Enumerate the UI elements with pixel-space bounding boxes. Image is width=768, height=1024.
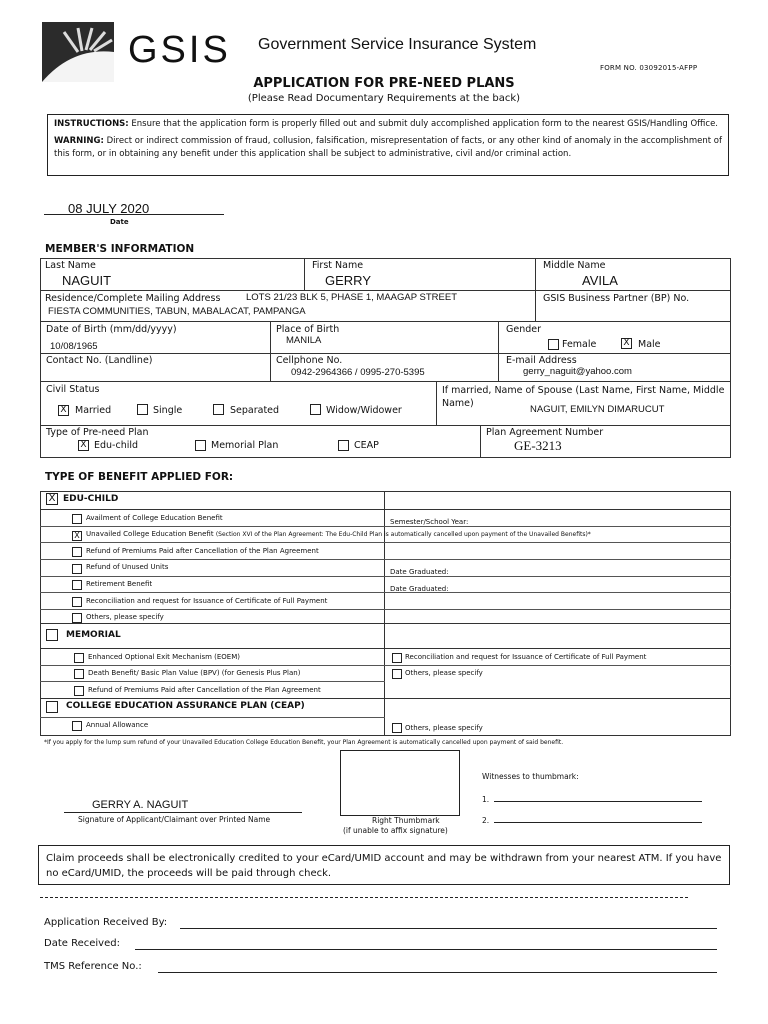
educhild-benefit-checkbox[interactable]: X [46,493,58,505]
warning-text: Direct or indirect commission of fraud, collusion, falsification, misrepresentation of facts, or any other kind of anomaly in the accomplishment of this form, or in obtaining any benefit under this application shall be subject to administrative, civil and/or criminal action. [54,136,722,159]
divider [40,648,731,649]
memorial-benefit-checkbox[interactable] [46,629,58,641]
male-checkbox[interactable]: X [621,338,632,349]
first-name-label: First Name [312,260,364,271]
middle-name-label: Middle Name [543,260,606,271]
educhild-plan-checkbox[interactable]: X [78,440,89,451]
witness-label: Witnesses to thumbmark: [482,772,579,781]
educhild-benefit-title: EDU-CHILD [63,494,119,504]
received-by-field[interactable] [180,928,717,929]
separated-label: Separated [230,405,280,416]
date-graduated-label-1: Date Graduated: [390,568,449,576]
ceap-others-label: Others, please specify [405,724,483,732]
ec-refund-units-checkbox[interactable] [72,564,82,574]
pob-value: MANILA [286,335,322,346]
thumbmark-sublabel: (if unable to affix signature) [343,826,448,835]
memorial-plan-label: Memorial Plan [211,440,279,451]
married-label: Married [75,405,112,416]
educhild-plan-label: Edu-child [94,440,139,451]
email-value: gerry_naguit@yahoo.com [523,366,632,377]
ec-refund-premiums-checkbox[interactable] [72,547,82,557]
signature-line [64,812,302,813]
civil-status-label: Civil Status [46,384,100,395]
divider [40,592,731,593]
memorial-right-block [384,623,731,699]
bp-number-label: GSIS Business Partner (BP) No. [543,293,690,304]
ec-others-label: Others, please specify [86,613,164,621]
plan-type-label: Type of Pre-need Plan [46,427,149,438]
last-name-value: NAGUIT [62,273,112,288]
ec-retirement-checkbox[interactable] [72,580,82,590]
cellphone-label: Cellphone No. [276,355,343,366]
semester-label: Semester/School Year: [390,518,469,526]
applicant-printed-name: GERRY A. NAGUIT [92,799,189,811]
ec-others-checkbox[interactable] [72,613,82,623]
widow-checkbox[interactable] [310,404,321,415]
female-label: Female [562,339,597,350]
ec-reconciliation-checkbox[interactable] [72,597,82,607]
benefit-section-title: TYPE OF BENEFIT APPLIED FOR: [45,471,234,483]
date-line [44,214,224,215]
ec-retirement-label: Retirement Benefit [86,580,153,588]
ec-unavailed-checkbox[interactable]: X [72,531,82,541]
address-line-1: LOTS 21/23 BLK 5, PHASE 1, MAAGAP STREET [246,292,458,303]
ec-availment-label: Availment of College Education Benefit [86,514,223,522]
single-label: Single [153,405,183,416]
dob-value: 10/08/1965 [50,341,98,352]
ec-unavailed-label: Unavailed College Education Benefit (Section XVI of the Plan Agreement: The Edu-Child Plan is automatically cancelled upon payment of the Unavailed Benefits)* [86,530,591,538]
tms-reference-label: TMS Reference No.: [44,961,142,972]
gender-label: Gender [506,324,542,335]
witness-2-number: 2. [482,816,490,825]
mem-eoem-label: Enhanced Optional Exit Mechanism (EOEM) [88,653,240,661]
divider [40,665,731,666]
mem-reconciliation-label: Reconciliation and request for Issuance of Certificate of Full Payment [405,653,647,661]
ec-reconciliation-label: Reconciliation and request for Issuance of Certificate of Full Payment [86,597,328,605]
logo-wordmark: GSIS [128,29,231,71]
divider [40,576,731,577]
divider [40,681,385,682]
date-received-field[interactable] [135,949,717,950]
date-value[interactable]: 08 JULY 2020 [68,201,150,216]
signature-label: Signature of Applicant/Claimant over Printed Name [78,815,271,824]
form-number: FORM NO. 03092015-AFPP [600,64,698,72]
last-name-label: Last Name [45,260,96,271]
ec-unavailed-note: (Section XVI of the Plan Agreement: The Edu-Child Plan is automatically cancelled upon payment of the Unavailed Benefits)* [215,531,591,538]
gsis-logo [42,22,114,82]
mem-eoem-checkbox[interactable] [74,653,84,663]
address-line-2: FIESTA COMMUNITIES, TABUN, MABALACAT, PAMPANGA [48,306,306,317]
separated-checkbox[interactable] [213,404,224,415]
ceap-benefit-title: COLLEGE EDUCATION ASSURANCE PLAN (CEAP) [66,701,305,711]
instructions-label: INSTRUCTIONS: [54,119,129,129]
separator-line [40,897,688,898]
member-info-title: MEMBER'S INFORMATION [45,243,195,255]
dob-label: Date of Birth (mm/dd/yyyy) [46,324,177,335]
cellphone-value: 0942-2964366 / 0995-270-5395 [291,367,425,378]
received-by-label: Application Received By: [44,917,168,928]
ceap-plan-label: CEAP [354,440,379,451]
mem-reconciliation-checkbox[interactable] [392,653,402,663]
ec-refund-premiums-label: Refund of Premiums Paid after Cancellation of the Plan Agreement [86,547,319,555]
date-label: Date [110,218,129,226]
witness-1-line[interactable] [494,801,702,802]
instructions-text: Ensure that the application form is properly filled out and submit duly accomplished application form to the nearest GSIS/Handling Office. [131,119,719,129]
mem-death-benefit-label: Death Benefit/ Basic Plan Value (BPV) (for Genesis Plus Plan) [88,669,301,677]
divider [40,509,731,510]
date-graduated-label-2: Date Graduated: [390,585,449,593]
thumbmark-label: Right Thumbmark [372,816,440,825]
mem-others-checkbox[interactable] [392,669,402,679]
ec-availment-checkbox[interactable] [72,514,82,524]
middle-name-value: AVILA [582,273,618,288]
ceap-benefit-checkbox[interactable] [46,701,58,713]
mem-others-label: Others, please specify [405,669,483,677]
pob-label: Place of Birth [276,324,340,335]
instructions-box [47,114,729,176]
ec-refund-units-label: Refund of Unused Units [86,563,169,571]
educhild-right-block [384,491,731,624]
mem-refund-premiums-label: Refund of Premiums Paid after Cancellation of the Plan Agreement [88,686,321,694]
benefit-footnote: *If you apply for the lump sum refund of your Unavailed Education College Education Benefit, your Plan Agreement is automatically cancelled upon payment of said benefit. [44,739,564,746]
landline-label: Contact No. (Landline) [46,355,153,366]
tms-reference-field[interactable] [158,972,717,973]
plan-number-label: Plan Agreement Number [486,427,604,438]
divider [40,609,731,610]
thumbmark-box[interactable] [340,750,460,816]
civil-status-cell [40,381,437,426]
warning-label: WARNING: [54,136,104,146]
plan-number-value: GE-3213 [514,438,562,453]
divider [40,542,731,543]
divider [40,559,731,560]
mem-refund-premiums-checkbox[interactable] [74,686,84,696]
ceap-annual-label: Annual Allowance [86,721,149,729]
spouse-label: If married, Name of Spouse (Last Name, First Name, Middle Name) [442,385,725,409]
married-checkbox[interactable]: X [58,405,69,416]
mem-death-benefit-checkbox[interactable] [74,669,84,679]
witness-2-line[interactable] [494,822,702,823]
form-title: APPLICATION FOR PRE-NEED PLANS [253,76,515,91]
male-label: Male [638,339,661,350]
memorial-plan-checkbox[interactable] [195,440,206,451]
first-name-value: GERRY [325,273,371,288]
address-label: Residence/Complete Mailing Address [45,293,221,304]
org-name: Government Service Insurance System [258,36,537,53]
divider [40,717,385,718]
ceap-plan-checkbox[interactable] [338,440,349,451]
email-label: E-mail Address [506,355,577,366]
female-checkbox[interactable] [548,339,559,350]
witness-1-number: 1. [482,795,490,804]
ceap-annual-checkbox[interactable] [72,721,82,731]
widow-label: Widow/Widower [326,405,402,416]
claim-note: Claim proceeds shall be electronically credited to your eCard/UMID account and may be withdrawn from your nearest ATM. If you have no eCard/UMID, the proceeds will be paid through check. [38,845,730,885]
ceap-others-checkbox[interactable] [392,723,402,733]
single-checkbox[interactable] [137,404,148,415]
date-received-label: Date Received: [44,938,120,949]
spouse-value: NAGUIT, EMILYN DIMARUCUT [530,404,665,415]
divider [40,526,731,527]
form-subtitle: (Please Read Documentary Requirements at the back) [247,93,521,104]
memorial-benefit-title: MEMORIAL [66,630,121,640]
